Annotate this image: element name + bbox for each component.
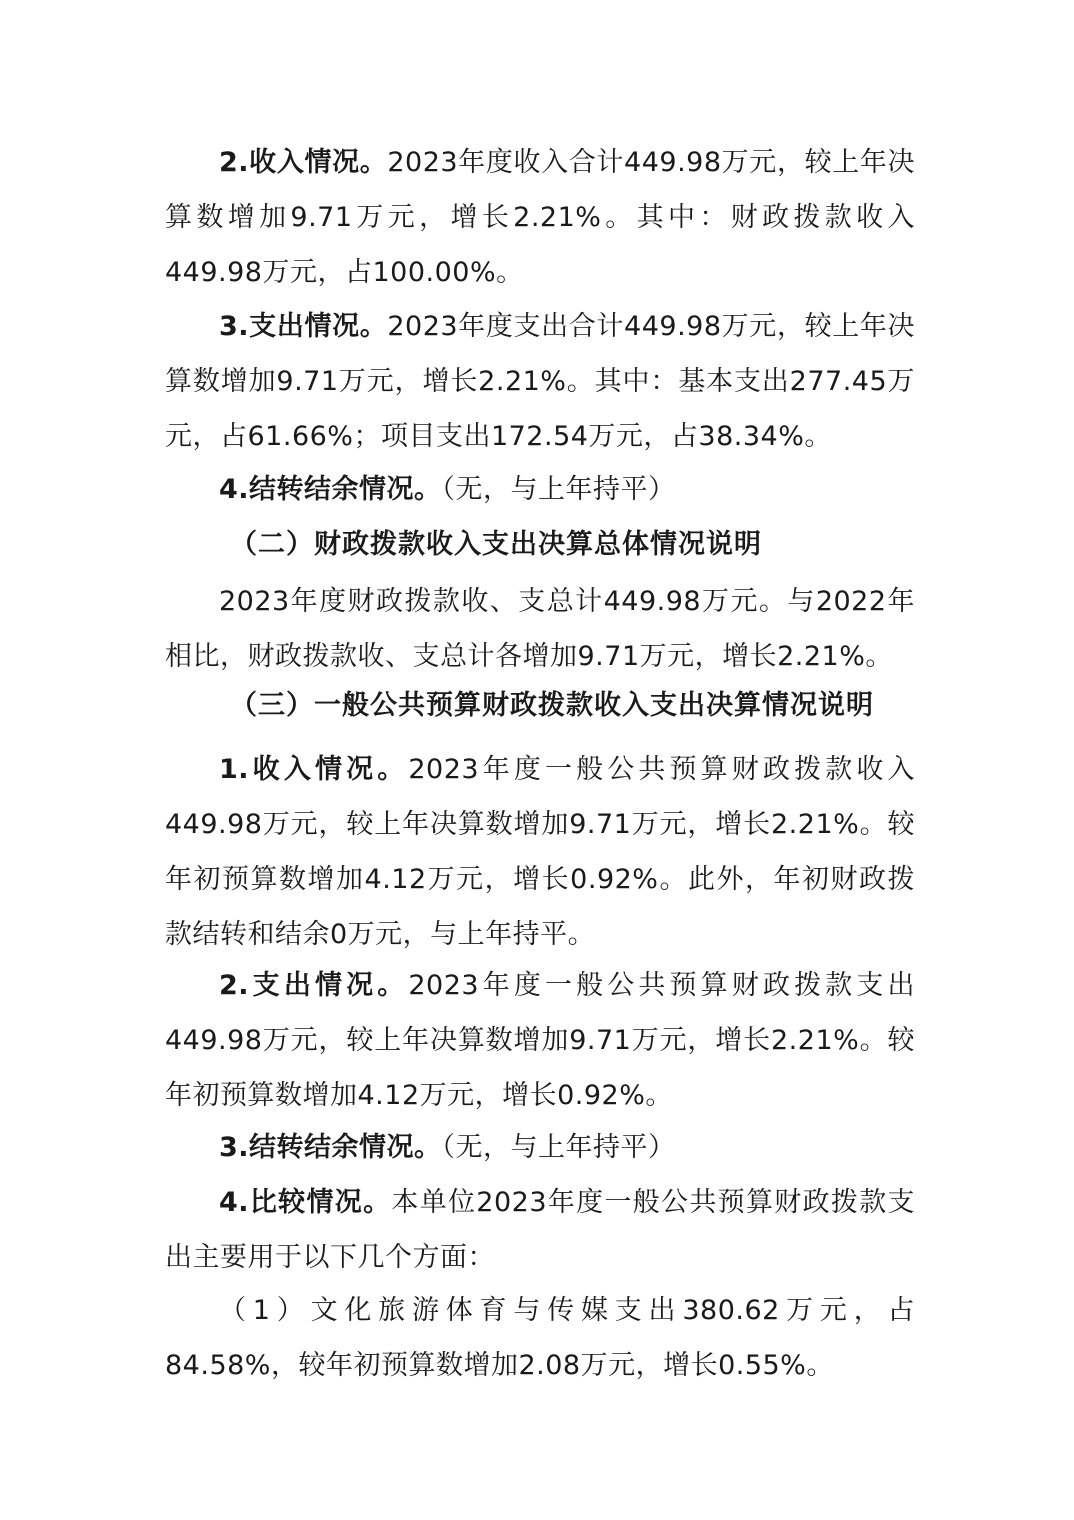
item-one-text: （1）文化旅游体育与传媒支出380.62万元，占84.58%，较年初预算数增加2.08万元，增长0.55%。 [165,1295,915,1381]
expense-lead: 3.支出情况。 [219,311,388,342]
item-one-paragraph [165,1283,915,1393]
gp-expense-lead: 2.支出情况。 [219,970,409,1001]
income-paragraph [165,135,915,300]
carryover-lead: 4.结转结余情况。 [219,474,442,505]
gp-income-text: 2023年度一般公共预算财政拨款收入449.98万元，较上年决算数增加9.71万元，增长2.21%。较年初预算数增加4.12万元，增长0.92%。此外，年初财政拨款结转和结余0万元，与上年持平。 [165,754,916,950]
income-text: 2023年度收入合计449.98万元，较上年决算数增加9.71万元，增长2.21%。其中：财政拨款收入449.98万元，占100.00%。 [165,147,915,288]
section-heading-two: （二）财政拨款收入支出决算总体情况说明 [230,529,762,560]
expense-text: 2023年度支出合计449.98万元，较上年决算数增加9.71万元，增长2.21%。其中：基本支出277.45万元，占61.66%；项目支出172.54万元，占38.34%。 [165,311,915,452]
gp-expense-paragraph [165,958,915,1123]
carryover-paragraph [165,462,915,517]
gp-expense-text: 2023年度一般公共预算财政拨款支出449.98万元，较上年决算数增加9.71万元，增长2.21%。较年初预算数增加4.12万元，增长0.92%。 [165,970,916,1111]
section-heading-three: （三）一般公共预算财政拨款收入支出决算情况说明 [230,690,874,721]
gp-carryover-text: （无，与上年持平） [441,1132,676,1163]
compare-text: 本单位2023年度一般公共预算财政拨款支出主要用于以下几个方面： [165,1187,916,1273]
gp-income-paragraph [165,742,915,962]
carryover-text: （无，与上年持平） [441,474,676,505]
gp-income-lead: 1.收入情况。 [219,754,409,785]
total-text: 2023年度财政拨款收、支总计449.98万元。与2022年相比，财政拨款收、支总计各增加9.71万元，增长2.21%。 [165,586,915,672]
total-paragraph [165,574,915,684]
gp-carryover-paragraph [165,1120,915,1175]
compare-lead: 4.比较情况。 [219,1187,392,1218]
expense-paragraph [165,299,915,464]
gp-carryover-lead: 3.结转结余情况。 [219,1132,442,1163]
income-lead: 2.收入情况。 [219,147,388,178]
compare-paragraph [165,1175,915,1285]
